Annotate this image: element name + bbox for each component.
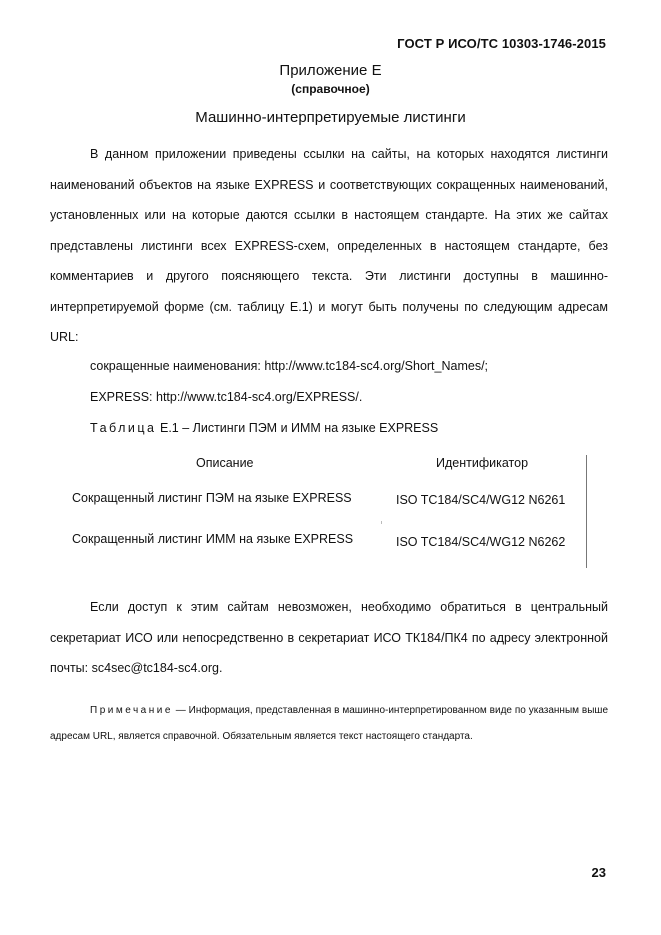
page-number: 23 [591, 865, 606, 880]
table-caption-text: Е.1 – Листинги ПЭМ и ИММ на языке EXPRESS [156, 421, 439, 435]
table-row-1-identifier: ISO TC184/SC4/WG12 N6261 [396, 493, 566, 507]
table-header-description: Описание [196, 456, 254, 470]
access-paragraph: Если доступ к этим сайтам невозможен, необходимо обратиться в центральный секретариат ИСО или непосредственно в секретариат ИСО ТК184/ПК4 по адресу электронной почты: sc4sec@tc184-sc4.org. [50, 600, 608, 675]
intro-paragraph: В данном приложении приведены ссылки на сайты, на которых находятся листинги наименований объектов на языке EXPRESS и соответствующих сокращенных наименований, установленных или на которые даются ссылки в настоящем стандарте. На этих же сайтах представлены листинги всех EXPRESS-схем, определенных в настоящем стандарте, без комментариев и другого поясняющего текста. Эти листинги доступны в машинно-интерпретируемой форме (см. таблицу Е.1) и могут быть получены по следующим адресам URL: [50, 147, 608, 344]
appendix-subtitle: (справочное) [291, 82, 370, 96]
table-caption [90, 421, 438, 435]
table-row-2-identifier: ISO TC184/SC4/WG12 N6262 [396, 535, 566, 549]
note-label: Примечание [90, 705, 173, 716]
section-title: Машинно-интерпретируемые листинги [195, 109, 466, 126]
table-caption-prefix: Таблица [90, 421, 157, 435]
table-row-2-description: Сокращенный листинг ИММ на языке EXPRESS [72, 532, 354, 546]
standard-code: ГОСТ Р ИСО/ТС 10303-1746-2015 [397, 36, 606, 51]
url-express: EXPRESS: http://www.tc184-sc4.org/EXPRESS/. [90, 390, 363, 404]
table-column-divider-mark [381, 521, 382, 524]
url-short-names: сокращенные наименования: http://www.tc184-sc4.org/Short_Names/; [90, 359, 489, 373]
note-text: — Информация, представленная в машинно-интерпретированном виде по указанным выше адресам URL, является справочной. Обязательным является текст настоящего стандарта. [50, 705, 608, 742]
note [50, 698, 608, 750]
appendix-title [0, 62, 661, 79]
table-header-identifier: Идентификатор [436, 456, 529, 470]
table-row-1-description: Сокращенный листинг ПЭМ на языке EXPRESS [72, 491, 352, 505]
table-right-border [586, 455, 587, 568]
appendix-title-text: Приложение Е [279, 62, 382, 79]
